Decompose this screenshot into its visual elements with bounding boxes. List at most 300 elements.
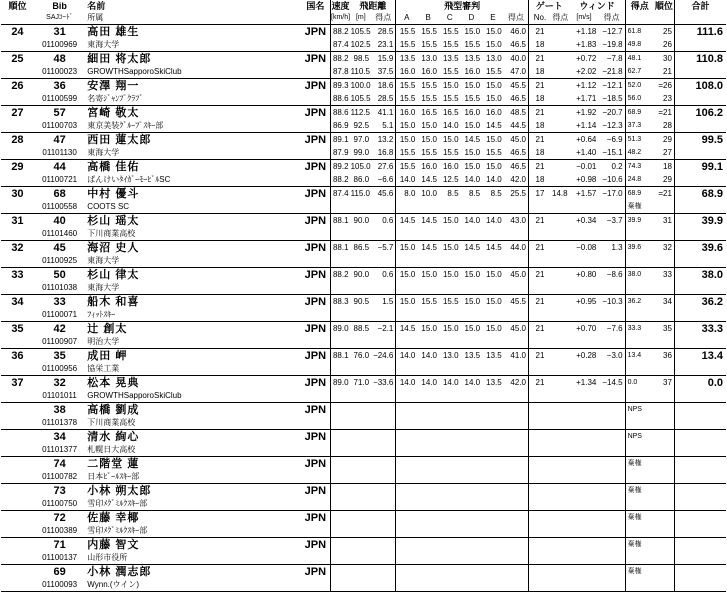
jump-dist: 99.0: [351, 146, 372, 160]
rank-spacer: [1, 578, 34, 592]
jump-gate: [528, 308, 551, 322]
table-row: [1, 497, 726, 511]
jump-B: [417, 403, 439, 417]
total-cell: 39.9: [674, 214, 726, 228]
jump-gpts: [551, 430, 570, 444]
jump-B: [417, 416, 439, 430]
jump-B: 15.0: [421, 134, 437, 144]
rank-cell: 31: [11, 214, 24, 227]
jump-C: 12.5: [439, 173, 461, 187]
jump-dpts: 45.6: [377, 188, 394, 198]
team-name: 東海大学: [85, 38, 301, 52]
rank-spacer: [1, 173, 34, 187]
total-spacer: [674, 335, 726, 349]
jump-wind: [570, 457, 599, 471]
nation-spacer: [301, 416, 330, 430]
jump-speed: 87.4: [330, 38, 351, 52]
jump-dpts: [371, 254, 396, 268]
header-kmh: [km/h]: [330, 12, 351, 25]
total-spacer: [674, 578, 726, 592]
athlete-name: 小林 潤志郎: [87, 565, 152, 578]
jump-speed: 89.0: [330, 376, 351, 390]
jump-gpts: [551, 511, 570, 525]
rank-cell: 32: [11, 241, 24, 254]
table-row: [1, 133, 726, 147]
jump-C: 15.0: [442, 80, 459, 90]
jump-wpts: [598, 565, 625, 579]
jump-C: 16.0: [442, 161, 459, 171]
jump-rk: [654, 227, 675, 241]
jump-A: 15.0: [396, 133, 418, 147]
jump-speed: 88.2: [330, 25, 351, 39]
jump-B: [417, 538, 439, 552]
jump-A: [396, 335, 418, 349]
jump-wpts: −3.0: [606, 350, 623, 360]
jump-rk: [654, 430, 675, 444]
jump-D: [461, 254, 483, 268]
jump-D: [461, 565, 483, 579]
jump-rk: 31: [663, 215, 672, 225]
jump-gpts: [551, 389, 570, 403]
jump-speed: 88.2: [330, 52, 351, 66]
table-row: [1, 511, 726, 525]
jump-E: [482, 281, 504, 295]
saj-code: 01100956: [34, 362, 85, 376]
jump-dpts: [371, 403, 396, 417]
jump-wind: +0.70: [576, 323, 597, 333]
header-bib: Bib: [52, 1, 67, 11]
jump-gate: [528, 254, 551, 268]
jump-wpts: [598, 362, 625, 376]
jump-spts: [504, 484, 529, 498]
jump-gate: 21: [528, 79, 551, 93]
jump-wind: +1.12: [576, 80, 597, 90]
total-cell: 13.4: [674, 349, 726, 363]
jump-dist: 98.5: [353, 53, 370, 63]
jump-wpts: −20.7: [602, 107, 623, 117]
jump-spts: 41.0: [510, 350, 526, 360]
jump-gate: 21: [528, 133, 551, 147]
nation-spacer: [301, 227, 330, 241]
saj-code: 01101378: [34, 416, 85, 430]
jump-E: [482, 254, 504, 268]
jump-B: 14.5: [417, 173, 439, 187]
table-row: [1, 322, 726, 336]
team-name: 東海大学: [85, 254, 301, 268]
jump-gate: 21: [528, 25, 551, 39]
rank-cell: 25: [11, 52, 24, 65]
jump-speed: [330, 308, 351, 322]
jump-dist: 92.5: [351, 119, 372, 133]
jump-rk: [654, 470, 675, 484]
jump-wind: [570, 227, 599, 241]
jump-D: 15.0: [461, 146, 483, 160]
team-name: 日本ﾋﾞｰﾙｽｷｰ部: [85, 470, 301, 484]
jump-E: 14.5: [486, 242, 502, 252]
jump-B: 16.5: [421, 107, 437, 117]
jump-E: 13.5: [486, 350, 502, 360]
jump-A: 15.0: [396, 241, 418, 255]
jump-B: [417, 362, 439, 376]
jump-gpts: [551, 524, 570, 538]
team-name: 名寄ｼﾞｬﾝﾌﾟｸﾗﾌﾞ: [85, 92, 301, 106]
header-gate: ゲート: [528, 0, 569, 12]
jump-E: [482, 362, 504, 376]
jump-wpts: [598, 497, 625, 511]
jump-C: 14.0: [442, 377, 459, 387]
rank-cell: 26: [11, 79, 24, 92]
jump-gpts: [551, 281, 570, 295]
total-spacer: [674, 173, 726, 187]
jump-dpts: [371, 281, 396, 295]
jump-wpts: −3.7: [606, 215, 623, 225]
jump-A: 16.0: [396, 106, 418, 120]
saj-code: 01100389: [34, 524, 85, 538]
jump-rk: [654, 254, 675, 268]
jump-pts: 33.3: [625, 322, 654, 336]
rank-cell: [1, 403, 34, 417]
header-style: 飛型審判: [396, 0, 529, 12]
jump-wind: +0.80: [576, 269, 597, 279]
total-cell: 111.6: [674, 25, 726, 39]
team-name: 雪印ﾒｸﾞﾐﾙｸｽｷｰ部: [85, 524, 301, 538]
jump-B: 14.0: [421, 377, 437, 387]
athlete-name: 二階堂 蓮: [87, 457, 140, 470]
jump-wind: +1.57: [576, 188, 597, 198]
jump-pts: [625, 254, 654, 268]
jump-E: [482, 565, 504, 579]
jump-E: [482, 416, 504, 430]
jump-gpts: [551, 254, 570, 268]
athlete-name: 杉山 瑶太: [87, 214, 140, 227]
jump-B: 15.5: [417, 38, 439, 52]
nation-spacer: [301, 254, 330, 268]
rank-spacer: [1, 389, 34, 403]
jump-dist: 115.0: [350, 188, 370, 198]
jump-C: [439, 443, 461, 457]
jump-B: [417, 227, 439, 241]
header-no: No.: [528, 12, 551, 25]
jump-A: [396, 227, 418, 241]
jump-dpts: [371, 335, 396, 349]
jump-rk: [654, 362, 675, 376]
jump-spts: [504, 538, 529, 552]
rank-spacer: [1, 146, 34, 160]
jump-D: 14.0: [464, 377, 481, 387]
jump-dpts: −5.7: [377, 242, 394, 252]
jump-E: [482, 389, 504, 403]
jump-rk: [654, 565, 675, 579]
total-cell: 38.0: [674, 268, 726, 282]
saj-code: 01100703: [34, 119, 85, 133]
jump-A: 14.0: [396, 349, 418, 363]
jump-dpts: [371, 524, 396, 538]
jump-speed: [330, 538, 351, 552]
jump-A: [396, 524, 418, 538]
jump-speed: [330, 403, 351, 417]
jump-spts: [504, 457, 529, 471]
jump-spts: [504, 308, 529, 322]
jump-gate: 17: [528, 187, 551, 201]
jump-B: [417, 443, 439, 457]
bib-cell: 73: [53, 484, 66, 497]
jump-pts: 61.8: [625, 25, 654, 39]
jump-gate: [528, 565, 551, 579]
jump-wind: +2.02: [570, 65, 599, 79]
jump-speed: [330, 389, 351, 403]
jump-speed: [330, 470, 351, 484]
jump-B: [417, 200, 439, 214]
jump-wind: [570, 538, 599, 552]
jump-gate: [528, 430, 551, 444]
jump-spts: 46.5: [504, 146, 529, 160]
table-row: [1, 524, 726, 538]
rank-spacer: [1, 335, 34, 349]
jump-D: 13.5: [464, 350, 481, 360]
rank-spacer: [1, 470, 34, 484]
jump-rk: [654, 538, 675, 552]
rank-cell: 36: [11, 349, 24, 362]
jump-D: 14.0: [461, 173, 483, 187]
jump-dist: 105.5: [351, 92, 372, 106]
jump-E: 15.0: [482, 38, 504, 52]
saj-code: 01101130: [34, 146, 85, 160]
jump-D: 15.0: [464, 269, 481, 279]
table-row: [1, 119, 726, 133]
jump-speed: 89.1: [330, 133, 351, 147]
athlete-name: 杉山 律太: [87, 268, 140, 281]
jump-wpts: −19.8: [598, 38, 625, 52]
saj-code: 01100925: [34, 254, 85, 268]
bib-cell: 57: [53, 106, 66, 119]
jump-spts: 43.0: [510, 215, 526, 225]
jump-pts: [625, 497, 654, 511]
jump-gate: [528, 227, 551, 241]
nation-spacer: [301, 551, 330, 565]
jump-pts: 74.3: [625, 160, 654, 174]
jump-gpts: [551, 457, 570, 471]
jump-speed: [330, 511, 351, 525]
jump-dpts: 16.8: [371, 146, 396, 160]
jump-wind: [570, 335, 599, 349]
header-dist-pts: 得点: [371, 12, 396, 25]
jump-wpts: [598, 578, 625, 592]
total-cell: [674, 511, 726, 525]
jump-gate: 18: [528, 92, 551, 106]
jump-dist: [351, 538, 372, 552]
jump-C: 15.5: [439, 38, 461, 52]
jump-pts: 24.8: [625, 173, 654, 187]
jump-dpts: 15.9: [377, 53, 394, 63]
table-row: [1, 65, 726, 79]
jump-wpts: −7.8: [606, 53, 623, 63]
jump-dpts: [371, 227, 396, 241]
rank-spacer: [1, 308, 34, 322]
jump-D: [461, 551, 483, 565]
jump-spts: 45.0: [510, 134, 526, 144]
jump-pts: 13.4: [625, 349, 654, 363]
jump-dist: [351, 308, 372, 322]
jump-C: [439, 551, 461, 565]
bib-cell: 45: [53, 241, 66, 254]
jump-C: [439, 470, 461, 484]
jump-wind: +0.64: [576, 134, 597, 144]
jump-A: [396, 403, 418, 417]
jump-spts: 46.5: [504, 92, 529, 106]
jump-A: [396, 578, 418, 592]
total-spacer: [674, 38, 726, 52]
jump-wind: [570, 551, 599, 565]
jump-B: 14.5: [421, 215, 437, 225]
jump-dist: [351, 403, 372, 417]
jump-D: [461, 281, 483, 295]
jump-speed: [330, 578, 351, 592]
bib-cell: 32: [53, 376, 66, 389]
jump-B: 15.0: [417, 119, 439, 133]
jump-A: 15.5: [396, 38, 418, 52]
jump-wind: [570, 389, 599, 403]
jump-C: [439, 200, 461, 214]
jump-rk: 36: [663, 350, 672, 360]
jump-C: [439, 565, 461, 579]
header-rank: 順位: [8, 1, 27, 11]
jump-D: 15.5: [461, 38, 483, 52]
total-spacer: [674, 470, 726, 484]
jump-dist: [351, 281, 372, 295]
jump-C: [439, 524, 461, 538]
jump-C: [439, 308, 461, 322]
jump-wind: [570, 362, 599, 376]
jump-spts: [504, 551, 529, 565]
saj-code: 01101377: [34, 443, 85, 457]
table-row: [1, 268, 726, 282]
jump-C: 15.5: [442, 296, 459, 306]
jump-wind: [570, 416, 599, 430]
bib-cell: 34: [53, 430, 66, 443]
jump-D: [461, 403, 483, 417]
jump-gpts: [551, 565, 570, 579]
jump-wpts: −7.6: [606, 323, 623, 333]
jump-dist: [351, 484, 372, 498]
jump-dpts: 37.5: [371, 65, 396, 79]
jump-wpts: −15.1: [598, 146, 625, 160]
saj-code: 01100721: [34, 173, 85, 187]
jump-spts: [504, 443, 529, 457]
jump-B: 15.5: [417, 92, 439, 106]
jump-A: [396, 457, 418, 471]
jump-pts: 68.9: [625, 106, 654, 120]
jump-rk: [654, 551, 675, 565]
saj-code: 01100093: [34, 578, 85, 592]
jump-D: [461, 524, 483, 538]
jump-dist: 110.5: [351, 65, 372, 79]
jump-D: 14.5: [464, 134, 481, 144]
athlete-name: 小林 朔太郎: [87, 484, 152, 497]
jump-wind: [570, 254, 599, 268]
jump-wind: [570, 565, 599, 579]
header-distance: 飛距離: [359, 1, 387, 11]
jump-D: [461, 335, 483, 349]
total-cell: 33.3: [674, 322, 726, 336]
jump-rk: 37: [663, 377, 672, 387]
nation-spacer: [301, 92, 330, 106]
results-body: [1, 25, 726, 592]
table-row: [1, 551, 726, 565]
total-cell: 108.0: [674, 79, 726, 93]
nation-spacer: [301, 65, 330, 79]
jump-gate: 21: [528, 241, 551, 255]
jump-pts: 棄権: [625, 200, 654, 214]
jump-gate: 21: [528, 295, 551, 309]
jump-pts: [625, 524, 654, 538]
bib-cell: 72: [53, 511, 66, 524]
jump-rk: [654, 578, 675, 592]
team-name: ぱんけいﾀｲｶﾞｰﾓｰﾋﾞﾙSC: [85, 173, 301, 187]
jump-wind: [570, 497, 599, 511]
jump-gpts: [551, 146, 570, 160]
jump-dpts: [371, 578, 396, 592]
nation-spacer: [301, 443, 330, 457]
table-row: [1, 79, 726, 93]
jump-C: [439, 254, 461, 268]
jump-E: 15.5: [482, 65, 504, 79]
jump-A: [396, 511, 418, 525]
jump-C: 15.5: [439, 146, 461, 160]
jump-wpts: −17.0: [602, 188, 623, 198]
team-name: GROWTHSapporoSkiClub: [85, 389, 301, 403]
jump-A: [396, 281, 418, 295]
jump-rk: [654, 200, 675, 214]
jump-gate: 18: [528, 38, 551, 52]
jump-A: [396, 200, 418, 214]
jump-gpts: [551, 106, 570, 120]
jump-B: [417, 308, 439, 322]
table-row: [1, 187, 726, 201]
jump-wpts: [598, 403, 625, 417]
jump-E: [482, 403, 504, 417]
total-cell: [674, 430, 726, 444]
rank-cell: [1, 484, 34, 498]
header-total: 合計: [674, 0, 726, 12]
bib-cell: 36: [53, 79, 66, 92]
jump-D: [461, 200, 483, 214]
team-name: 東海大学: [85, 281, 301, 295]
jump-gate: [528, 524, 551, 538]
jump-gate: 18: [528, 65, 551, 79]
jump-wind: [570, 524, 599, 538]
jump-rk: [654, 403, 675, 417]
jump-B: 14.0: [421, 350, 437, 360]
results-table: [1, 0, 726, 592]
jump-speed: 86.9: [330, 119, 351, 133]
jump-gate: [528, 416, 551, 430]
nation-cell: JPN: [304, 322, 327, 335]
jump-E: 8.5: [490, 188, 502, 198]
nation-spacer: [301, 119, 330, 133]
jump-dist: [351, 470, 372, 484]
jump-dist: 102.5: [351, 38, 372, 52]
header-rank2: 順位: [654, 1, 673, 11]
jump-spts: [504, 524, 529, 538]
jump-wind: +1.18: [576, 26, 597, 36]
table-row: [1, 92, 726, 106]
rank-spacer: [1, 551, 34, 565]
jump-C: 15.5: [439, 92, 461, 106]
nation-cell: JPN: [304, 52, 327, 65]
saj-code: 01100558: [34, 200, 85, 214]
jump-gpts: [551, 173, 570, 187]
jump-A: [396, 430, 418, 444]
